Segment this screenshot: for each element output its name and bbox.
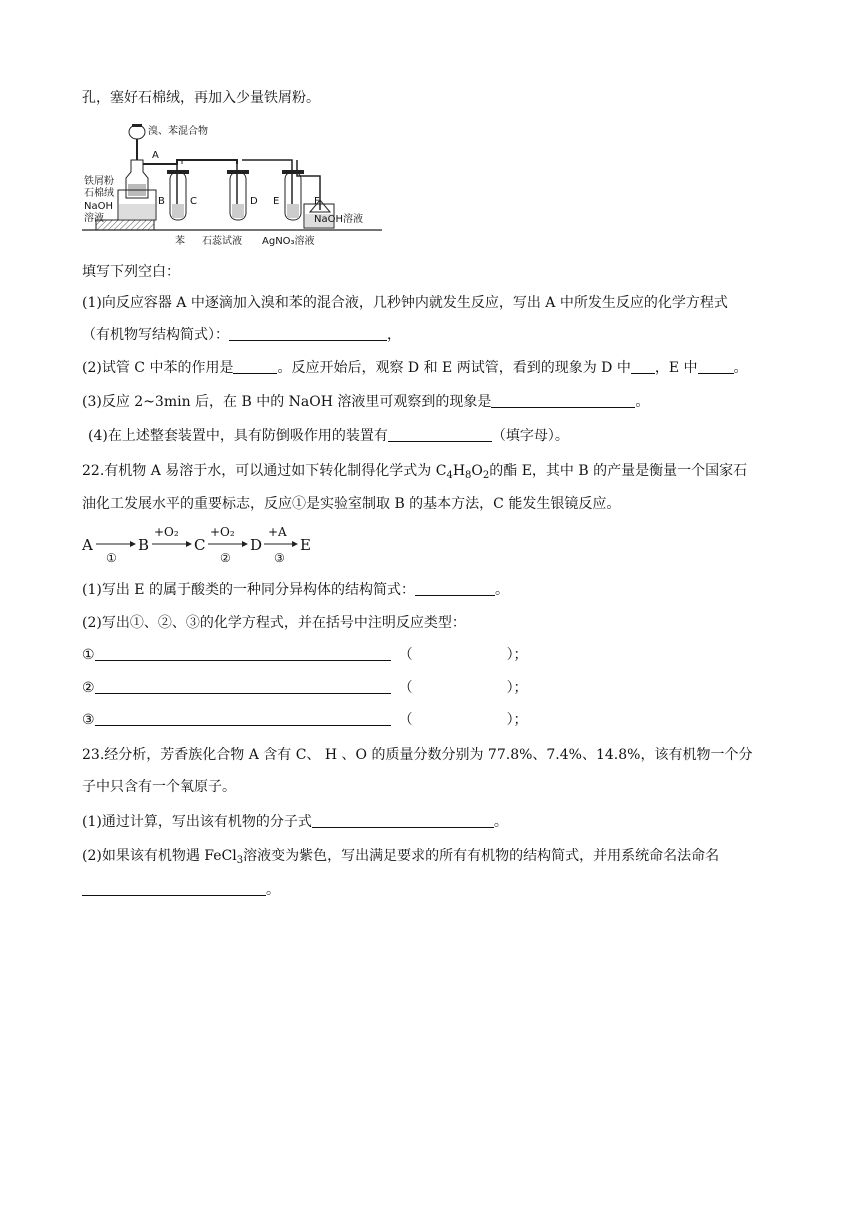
equation-line-3: ③ （ ）； [82, 712, 528, 728]
label-funnel: 溴、苯混合物 [148, 126, 208, 137]
fill-blanks-heading: 填写下列空白： [82, 264, 180, 280]
label-F: F [314, 196, 320, 207]
label-iron: 铁屑粉 [84, 176, 114, 187]
label-litmus: 石蕊试液 [202, 236, 242, 247]
scheme-D: D [250, 536, 263, 554]
label-naoh-1: NaOH [84, 201, 113, 212]
label-D: D [250, 196, 258, 207]
equation-line-1: ① （ ）； [82, 647, 528, 663]
q23-part2-answer: 。 [82, 880, 280, 900]
scheme-A: A [82, 536, 93, 554]
label-E: E [273, 196, 280, 207]
intro-line: 孔，塞好石棉绒，再加入少量铁屑粉。 [82, 90, 320, 106]
q21-part4: (4)在上述整套装置中，具有防倒吸作用的装置有 （填字母）。 [88, 428, 569, 444]
q23-line1: 23.经分析，芳香族化合物 A 含有 C、 H 、O 的质量分数分别为 77.8%、7.4%、14.8%，该有机物一个分 [82, 747, 753, 763]
label-agno3: AgNO₃溶液 [262, 236, 315, 247]
answer-blank[interactable] [491, 393, 635, 408]
reaction-type-blank[interactable] [413, 647, 507, 661]
funnel-bulb [129, 125, 145, 139]
q23-part2: (2)如果该有机物遇 FeCl$_3$溶液变为紫色，写出满足要求的所有有机物的结构简式，并用系统命名法命名 [82, 848, 720, 866]
scheme-plusA: +A [268, 525, 287, 539]
answer-blank[interactable] [229, 326, 387, 341]
apparatus-figure [82, 120, 382, 252]
q23-part1: (1)通过计算，写出该有机物的分子式 。 [82, 814, 508, 830]
answer-blank[interactable] [698, 359, 734, 374]
answer-blank[interactable] [233, 359, 277, 374]
reaction-scheme [80, 522, 320, 564]
answer-blank[interactable] [631, 359, 655, 374]
label-naoh-2: 溶液 [84, 213, 104, 224]
label-naoh-right: NaOH溶液 [314, 214, 363, 225]
equation-line-2: ② （ ）； [82, 680, 528, 696]
scheme-r1: ① [106, 551, 117, 564]
label-C: C [190, 196, 197, 207]
reaction-type-blank[interactable] [413, 712, 507, 726]
q22-line1: 22.有机物 A 易溶于水，可以通过如下转化制得化学式为 $C_4H_8O_2$的酯 E，其中 B 的产量是衡量一个国家石 [82, 463, 748, 481]
label-asbestos: 石棉绒 [84, 188, 114, 199]
scheme-E: E [300, 536, 311, 554]
answer-blank[interactable] [415, 581, 495, 596]
q21-part1-line1: (1)向反应容器 A 中逐滴加入溴和苯的混合液，几秒钟内就发生反应，写出 A 中所发生反应的化学方程式 [82, 295, 728, 311]
label-A: A [152, 150, 159, 161]
scheme-o2-1: +O₂ [154, 525, 179, 539]
stand-base [96, 220, 154, 230]
q22-line2: 油化工发展水平的重要标志，反应①是实验室制取 B 的基本方法，C 能发生银镜反应。 [82, 496, 621, 512]
answer-blank[interactable] [95, 679, 391, 694]
answer-blank[interactable] [82, 881, 266, 896]
scheme-C: C [194, 536, 206, 554]
q22-part1: (1)写出 E 的属于酸类的一种同分异构体的结构简式： 。 [82, 582, 509, 598]
reaction-type-blank[interactable] [413, 680, 507, 694]
answer-blank[interactable] [95, 711, 391, 726]
answer-blank[interactable] [388, 427, 492, 442]
answer-blank[interactable] [95, 646, 391, 661]
scheme-o2-2: +O₂ [210, 525, 235, 539]
q21-part1-line2: （有机物写结构简式）： ， [82, 327, 401, 343]
scheme-r2: ② [220, 551, 231, 564]
answer-blank[interactable] [312, 813, 494, 828]
q22-part2: (2)写出①、②、③的化学方程式，并在括号中注明反应类型： [82, 615, 466, 631]
label-B: B [158, 196, 165, 207]
scheme-r3: ③ [274, 551, 285, 564]
q23-line2: 子中只含有一个氧原子。 [82, 779, 236, 795]
scheme-B: B [138, 536, 150, 554]
q21-part2: (2)试管 C 中苯的作用是 。反应开始后，观察 D 和 E 两试管，看到的现象为 D 中 ，E 中 。 [82, 360, 748, 376]
q21-part3: (3)反应 2~3min 后，在 B 中的 NaOH 溶液里可观察到的现象是 。 [82, 394, 650, 410]
label-benzene: 苯 [175, 236, 185, 247]
